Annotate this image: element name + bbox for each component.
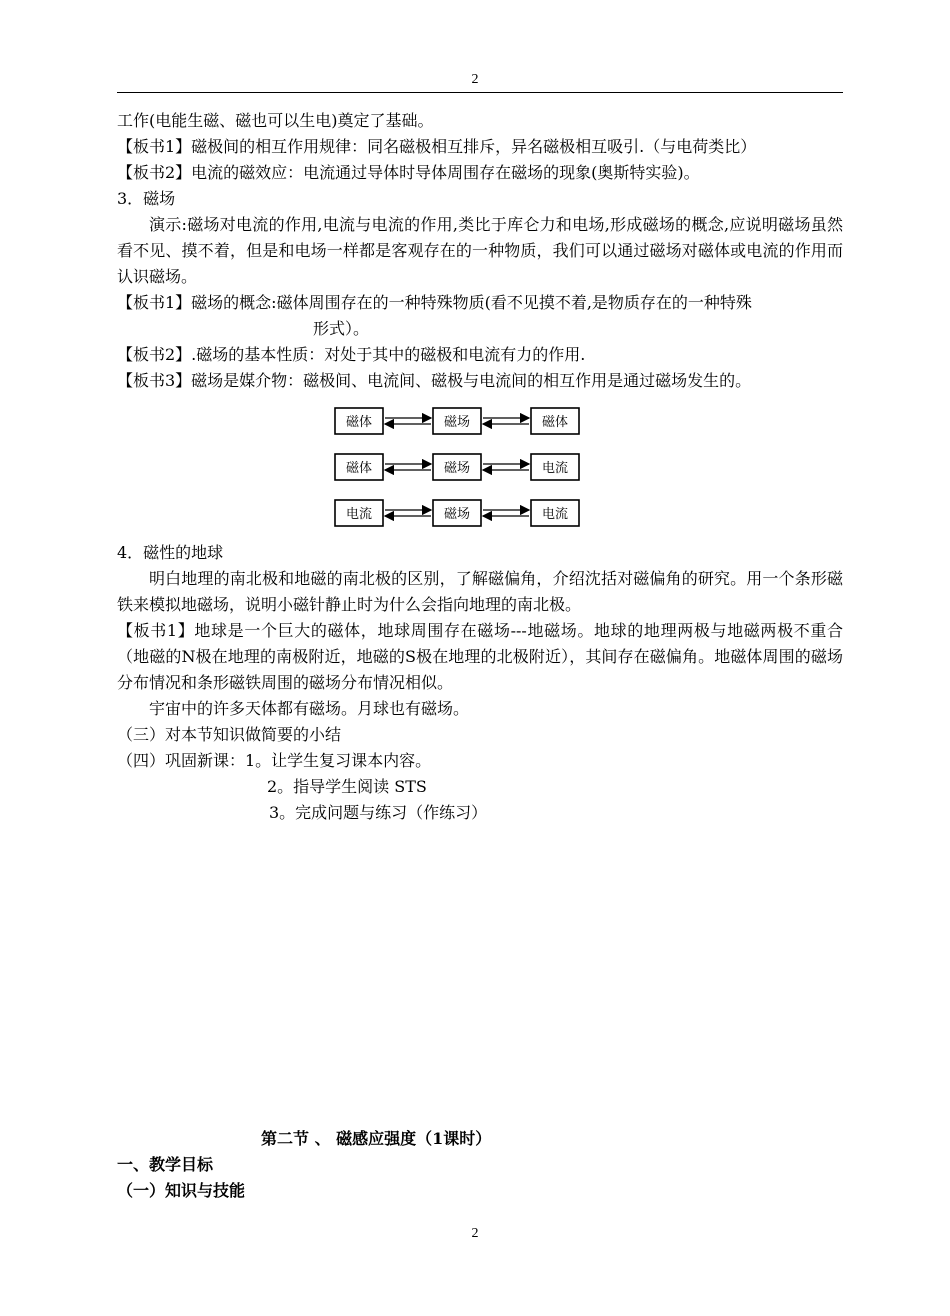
text-line: 【板书2】电流的磁效应：电流通过导体时导体周围存在磁场的现象(奥斯特实验)。 — [117, 163, 700, 182]
diagram-box-label: 磁场 — [443, 507, 471, 522]
diagram-box-label: 电流 — [345, 507, 373, 522]
magnetic-interaction-diagram — [117, 398, 843, 538]
subheading: 3．磁场 — [117, 189, 176, 208]
text-line: （四）巩固新课：1。让学生复习课本内容。 — [117, 751, 432, 770]
diagram-box-label: 磁体 — [345, 415, 373, 430]
paragraph: 演示:磁场对电流的作用,电流与电流的作用,类比于库仑力和电场,形成磁场的概念,应说明磁场虽然看不见、摸不着，但是和电场一样都是客观存在的一种物质，我们可以通过磁场对磁体或电流的作用而认识磁场。 — [117, 215, 843, 286]
diagram-box-label: 磁场 — [443, 461, 471, 476]
subheading: 4．磁性的地球 — [117, 543, 224, 562]
diagram-box-label: 磁体 — [345, 461, 373, 476]
diagram-box-label: 磁体 — [541, 415, 569, 430]
text-line: 宇宙中的许多天体都有磁场。月球也有磁场。 — [149, 699, 470, 718]
heading-level-2: （一）知识与技能 — [117, 1181, 246, 1200]
text-line: 【板书2】.磁场的基本性质：对处于其中的磁极和电流有力的作用. — [117, 345, 586, 364]
diagram-box-label: 电流 — [541, 461, 569, 476]
diagram-svg — [327, 398, 597, 538]
text-line: 工作(电能生磁、磁也可以生电)奠定了基础。 — [117, 111, 434, 130]
blank-space — [117, 826, 843, 1126]
text-line: 3。完成问题与练习（作练习） — [269, 803, 488, 822]
header-rule — [117, 92, 843, 93]
diagram-box-label: 磁场 — [443, 415, 471, 430]
text-line: 2。指导学生阅读 STS — [267, 777, 427, 796]
text-line: 【板书1】磁场的概念:磁体周围存在的一种特殊物质(看不见摸不着,是物质存在的一种特殊 — [117, 293, 752, 312]
text-line: 【板书3】磁场是媒介物：磁极间、电流间、磁极与电流间的相互作用是通过磁场发生的。 — [117, 371, 752, 390]
header-page-number: 2 — [471, 72, 479, 87]
paragraph: 【板书1】地球是一个巨大的磁体，地球周围存在磁场---地磁场。地球的地理两极与地磁两极不重合（地磁的N极在地理的南极附近，地磁的S极在地理的北极附近），其间存在磁偏角。地磁体周围的磁场分布情况和条形磁铁周围的磁场分布情况相似。 — [117, 621, 843, 692]
heading-level-1: 一、教学目标 — [117, 1155, 214, 1174]
page-body — [117, 108, 843, 1204]
section-title: 第二节 、 磁感应强度（1课时） — [261, 1129, 492, 1148]
diagram-box-label: 电流 — [541, 507, 569, 522]
text-line: （三）对本节知识做简要的小结 — [117, 725, 342, 744]
text-line: 【板书1】磁极间的相互作用规律：同名磁极相互排斥，异名磁极相互吸引.（与电荷类比） — [117, 137, 757, 156]
paragraph: 明白地理的南北极和地磁的南北极的区别，了解磁偏角，介绍沈括对磁偏角的研究。用一个条形磁铁来模拟地磁场，说明小磁针静止时为什么会指向地理的南北极。 — [117, 569, 843, 614]
text-line: 形式）。 — [313, 319, 370, 338]
footer-page-number: 2 — [471, 1226, 479, 1241]
